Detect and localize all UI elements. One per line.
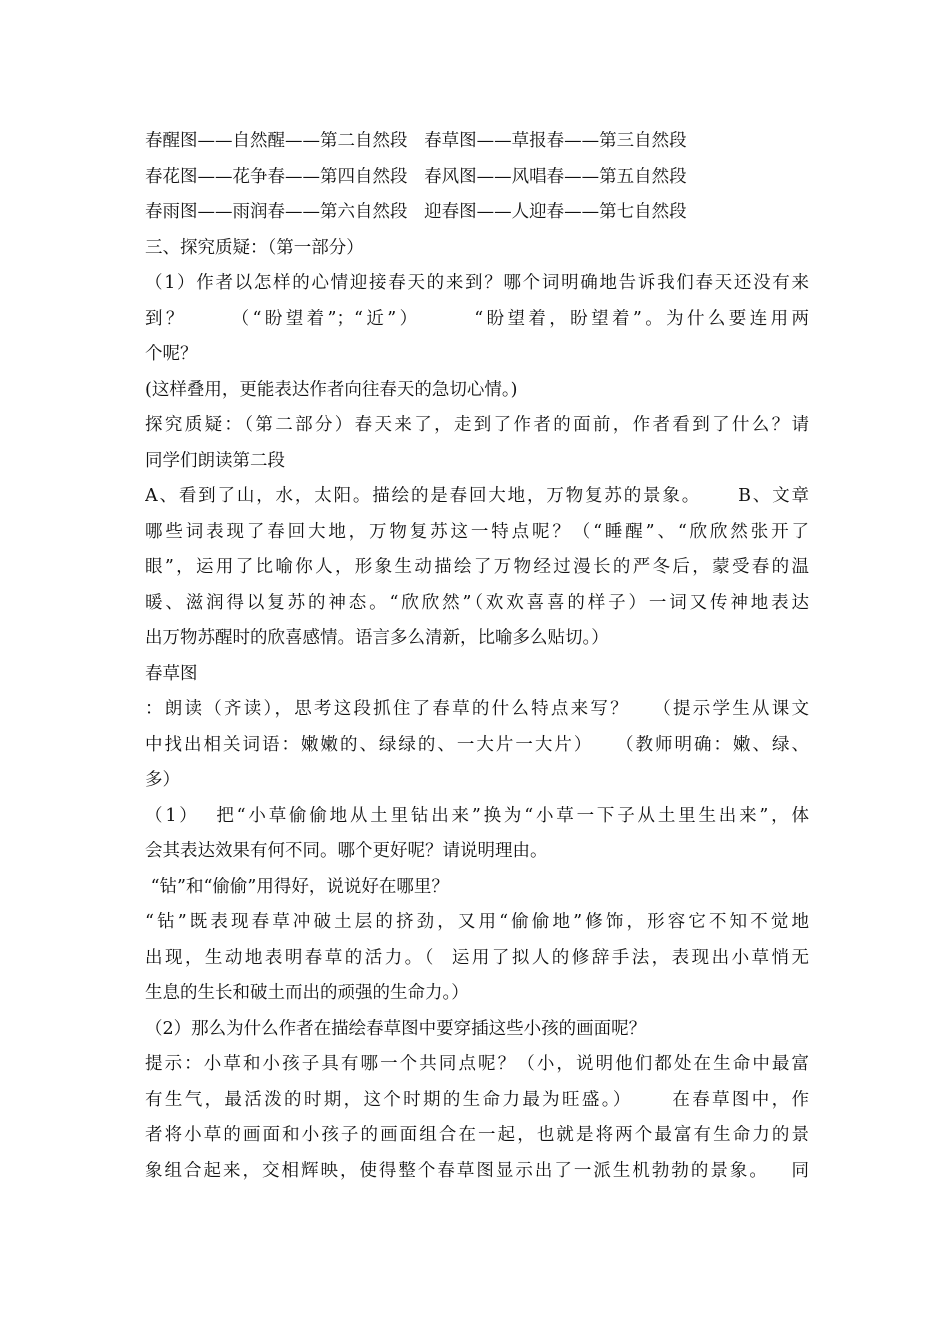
text-line: 提示：小草和小孩子具有哪一个共同点呢？（小，说明他们都处在生命中最富 xyxy=(145,1054,809,1074)
text-line: 出万物苏醒时的欣喜感情。语言多么清新，比喻多么贴切。） xyxy=(145,628,609,648)
text-line: 出现，生动地表明春草的活力。（ 运用了拟人的修辞手法，表现出小草悄无 xyxy=(145,947,809,968)
text-line: 暖、滋润得以复苏的神态。“欣欣然”（欢欢喜喜的样子）一词又传神地表达 xyxy=(145,592,809,613)
text-line: 眼”，运用了比喻你人，形象生动描绘了万物经过漫长的严冬后，蒙受春的温 xyxy=(145,557,809,577)
text-line: 三、探究质疑：（第一部分） xyxy=(145,237,364,258)
text-line: 生息的生长和破土而出的顽强的生命力。） xyxy=(145,983,469,1003)
text-line: 者将小草的画面和小孩子的画面组合在一起，也就是将两个最富有生命力的景 xyxy=(145,1125,809,1145)
text-line: 个呢？ xyxy=(145,344,198,364)
text-line: （1）作者以怎样的心情迎接春天的来到？哪个词明确地告诉我们春天还没有来 xyxy=(145,273,809,293)
text-line: A、看到了山，水，太阳。描绘的是春回大地，万物复苏的景象。 B、文章 xyxy=(145,486,809,506)
document-body xyxy=(145,124,809,1189)
text-line: 同学们朗读第二段 xyxy=(145,450,285,471)
text-line: 会其表达效果有何不同。哪个更好呢？请说明理由。 xyxy=(145,841,548,861)
text-line: （1） 把“小草偷偷地从土里钻出来”换为“小草一下子从土里生出来”，体 xyxy=(145,805,809,826)
text-line: 春雨图——雨润春——第六自然段 迎春图——人迎春——第七自然段 xyxy=(145,202,687,222)
text-line: 哪些词表现了春回大地，万物复苏这一特点呢？（“睡醒”、“欣欣然张开了 xyxy=(145,521,809,542)
text-line: 探究质疑：（第二部分）春天来了，走到了作者的面前，作者看到了什么？请 xyxy=(145,415,809,435)
text-line: 到？ （“盼望着”；“近”） “盼望着，盼望着”。为什么要连用两 xyxy=(145,308,809,329)
text-line: （2）那么为什么作者在描绘春草图中要穿插这些小孩的画面呢？ xyxy=(145,1018,647,1039)
text-line: “钻”和“偷偷”用得好，说说好在哪里？ xyxy=(145,876,449,897)
text-line: 春醒图——自然醒——第二自然段 春草图——草报春——第三自然段 xyxy=(145,131,687,151)
text-line: 象组合起来，交相辉映，使得整个春草图显示出了一派生机勃勃的景象。 同 xyxy=(145,1160,809,1181)
text-line: (这样叠用，更能表达作者向往春天的急切心情。) xyxy=(145,379,518,400)
text-line: ：朗读（齐读），思考这段抓住了春草的什么特点来写？ （提示学生从课文 xyxy=(145,699,809,719)
text-line: 中找出相关词语：嫩嫩的、绿绿的、一大片一大片） （教师明确：嫩、绿、 xyxy=(145,734,809,755)
text-line: 多） xyxy=(145,770,180,790)
text-line: 有生气，最活泼的时期，这个时期的生命力最为旺盛。） 在春草图中，作 xyxy=(145,1089,809,1110)
text-line: “钻”既表现春草冲破土层的挤劲，又用“偷偷地”修饰，形容它不知不觉地 xyxy=(145,912,809,932)
text-line: 春花图——花争春——第四自然段 春风图——风唱春——第五自然段 xyxy=(145,166,687,187)
text-line: 春草图 xyxy=(145,663,198,684)
